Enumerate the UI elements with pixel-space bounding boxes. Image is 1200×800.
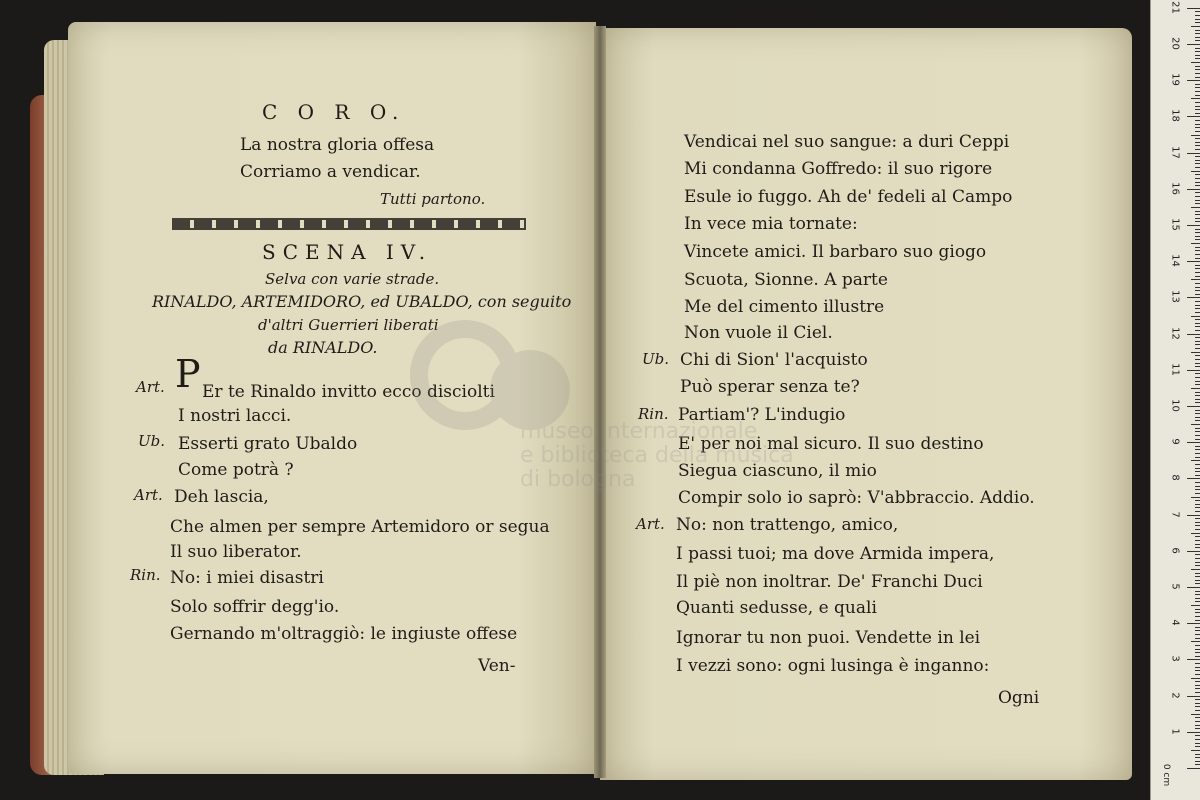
- ruler-tick: [1195, 102, 1200, 103]
- ruler-tick: [1195, 435, 1200, 436]
- ruler-tick: [1195, 449, 1200, 450]
- ruler-tick: [1195, 58, 1200, 59]
- ruler-tick: [1195, 22, 1200, 23]
- ruler-tick: [1195, 149, 1200, 150]
- ruler-tick: [1195, 717, 1200, 718]
- ruler-tick: [1195, 160, 1200, 161]
- ruler-tick: [1195, 319, 1200, 320]
- ruler-tick: [1195, 178, 1200, 179]
- ruler-tick: [1195, 757, 1200, 758]
- ruler-tick: [1195, 326, 1200, 327]
- ruler-tick: [1195, 500, 1200, 501]
- ruler-tick: [1195, 652, 1200, 653]
- ruler-tick: [1195, 19, 1200, 20]
- verse-line: Er te Rinaldo invitto ecco disciolti: [202, 382, 495, 402]
- ruler-tick: [1195, 265, 1200, 266]
- ruler-tick: [1195, 142, 1200, 143]
- ruler-tick: [1195, 312, 1200, 313]
- ruler-tick: [1187, 623, 1200, 624]
- ruler-tick: [1195, 341, 1200, 342]
- ruler-tick: [1195, 522, 1200, 523]
- ruler-tick: [1187, 587, 1200, 588]
- ruler-tick: [1195, 366, 1200, 367]
- verse-line: Chi di Sion' l'acquisto: [680, 350, 868, 370]
- ruler-tick: [1187, 153, 1200, 154]
- ruler-tick: [1195, 200, 1200, 201]
- ruler-tick: [1195, 688, 1200, 689]
- ruler-tick: [1195, 511, 1200, 512]
- verse-line: Solo soffrir degg'io.: [170, 597, 340, 617]
- verse-line: Ignorar tu non puoi. Vendette in lei: [676, 628, 981, 648]
- verse-line: I nostri lacci.: [178, 406, 292, 426]
- speaker-label: Ub.: [642, 350, 670, 368]
- ruler-tick: [1195, 399, 1200, 400]
- ruler-tick: [1195, 290, 1200, 291]
- ruler-tick: [1191, 533, 1200, 534]
- ruler-tick: [1195, 384, 1200, 385]
- ruler-tick: [1195, 77, 1200, 78]
- ruler-unit: 0 cm: [1161, 763, 1172, 787]
- ruler-tick: [1191, 641, 1200, 642]
- ruler-number: 18: [1169, 109, 1181, 123]
- ruler-tick: [1187, 261, 1200, 262]
- ruler-tick: [1195, 120, 1200, 121]
- ruler-tick: [1195, 127, 1200, 128]
- ruler-tick: [1195, 232, 1200, 233]
- verse-line: In vece mia tornate:: [684, 214, 858, 234]
- ruler-tick: [1195, 211, 1200, 212]
- ruler-tick: [1195, 580, 1200, 581]
- verse-line: Può sperar senza te?: [680, 377, 860, 397]
- ruler-tick: [1187, 334, 1200, 335]
- verse-line: Siegua ciascuno, il mio: [678, 461, 877, 481]
- ruler-tick: [1195, 504, 1200, 505]
- speaker-label: Rin.: [638, 405, 669, 423]
- ruler-number: 2: [1169, 691, 1181, 699]
- ruler-tick: [1195, 323, 1200, 324]
- ruler-tick: [1191, 569, 1200, 570]
- ruler-tick: [1191, 388, 1200, 389]
- ruler-tick: [1195, 764, 1200, 765]
- ruler-tick: [1195, 37, 1200, 38]
- ruler-tick: [1195, 601, 1200, 602]
- ruler-tick: [1195, 250, 1200, 251]
- watermark-line: museo internazionale: [520, 419, 758, 444]
- ruler-tick: [1195, 355, 1200, 356]
- ruler-tick: [1195, 373, 1200, 374]
- ruler-number: 1: [1169, 728, 1181, 735]
- ruler-tick: [1195, 247, 1200, 248]
- ruler-tick: [1195, 547, 1200, 548]
- ruler-tick: [1187, 442, 1200, 443]
- ruler-number: 14: [1169, 254, 1181, 268]
- ornament-divider: [172, 218, 526, 230]
- ruler-tick: [1195, 486, 1200, 487]
- ruler-tick: [1195, 413, 1200, 414]
- verse-line: Vendicai nel suo sangue: a duri Ceppi: [684, 132, 1010, 152]
- ruler-number: 8: [1169, 474, 1181, 482]
- ruler-tick: [1195, 174, 1200, 175]
- ruler-tick: [1195, 420, 1200, 421]
- verse-line: I passi tuoi; ma dove Armida impera,: [676, 544, 995, 564]
- verse-line: Esserti grato Ubaldo: [178, 434, 358, 454]
- ruler-tick: [1195, 214, 1200, 215]
- ruler-tick: [1195, 663, 1200, 664]
- ruler-tick: [1195, 529, 1200, 530]
- ruler-tick: [1195, 674, 1200, 675]
- ruler-tick: [1187, 297, 1200, 298]
- ruler-tick: [1195, 196, 1200, 197]
- ruler-number: 16: [1169, 181, 1181, 195]
- ruler-tick: [1191, 279, 1200, 280]
- ruler-tick: [1195, 66, 1200, 67]
- ruler-tick: [1195, 308, 1200, 309]
- ruler-tick: [1195, 721, 1200, 722]
- ruler-tick: [1195, 670, 1200, 671]
- ruler-tick: [1195, 377, 1200, 378]
- ruler-tick: [1195, 239, 1200, 240]
- ruler-tick: [1195, 439, 1200, 440]
- ruler-tick: [1195, 554, 1200, 555]
- ruler-tick: [1195, 15, 1200, 16]
- ruler-number: 15: [1169, 218, 1181, 231]
- verse-line: No: non trattengo, amico,: [676, 515, 899, 535]
- ruler-tick: [1191, 26, 1200, 27]
- ruler-number: 21: [1169, 0, 1181, 14]
- ruler-tick: [1195, 754, 1200, 755]
- ruler-number: 20: [1169, 37, 1181, 50]
- ruler-tick: [1195, 410, 1200, 411]
- verse-line: Il piè non inoltrar. De' Franchi Duci: [676, 572, 983, 592]
- watermark-text: [520, 420, 794, 492]
- ruler-tick: [1195, 106, 1200, 107]
- ruler-tick: [1195, 258, 1200, 259]
- ruler-tick: [1195, 735, 1200, 736]
- ruler-tick: [1187, 8, 1200, 9]
- ruler-tick: [1195, 272, 1200, 273]
- ruler-tick: [1195, 395, 1200, 396]
- ruler-tick: [1187, 189, 1200, 190]
- ruler-tick: [1195, 305, 1200, 306]
- measurement-ruler: [1150, 0, 1200, 800]
- ruler-tick: [1195, 402, 1200, 403]
- scene-setting: Selva con varie strade.: [265, 270, 440, 288]
- ruler-number: 7: [1169, 510, 1181, 518]
- ruler-tick: [1195, 576, 1200, 577]
- characters-line: d'altri Guerrieri liberati: [258, 316, 439, 334]
- ruler-tick: [1195, 565, 1200, 566]
- ruler-tick: [1195, 685, 1200, 686]
- ruler-tick: [1195, 113, 1200, 114]
- ruler-tick: [1195, 301, 1200, 302]
- drop-cap: P: [175, 352, 201, 396]
- ruler-tick: [1195, 507, 1200, 508]
- ruler-tick: [1195, 344, 1200, 345]
- ruler-tick: [1195, 417, 1200, 418]
- verse-line: Esule io fuggo. Ah de' fedeli al Campo: [684, 187, 1013, 207]
- ruler-tick: [1195, 630, 1200, 631]
- ruler-tick: [1191, 243, 1200, 244]
- ruler-tick: [1195, 746, 1200, 747]
- ruler-tick: [1191, 678, 1200, 679]
- ruler-tick: [1187, 370, 1200, 371]
- ruler-tick: [1195, 475, 1200, 476]
- ruler-tick: [1187, 116, 1200, 117]
- ruler-tick: [1195, 558, 1200, 559]
- ruler-tick: [1195, 11, 1200, 12]
- ruler-tick: [1195, 185, 1200, 186]
- ruler-tick: [1195, 544, 1200, 545]
- ruler-number: 4: [1169, 619, 1181, 626]
- ruler-tick: [1195, 453, 1200, 454]
- catchword: Ogni: [998, 688, 1040, 708]
- ruler-tick: [1195, 525, 1200, 526]
- ruler-tick: [1187, 478, 1200, 479]
- ruler-tick: [1195, 536, 1200, 537]
- ruler-tick: [1191, 171, 1200, 172]
- ruler-tick: [1191, 62, 1200, 63]
- ruler-tick: [1195, 95, 1200, 96]
- ruler-tick: [1187, 732, 1200, 733]
- speaker-label: Art.: [136, 378, 165, 396]
- ruler-tick: [1195, 667, 1200, 668]
- ruler-tick: [1191, 424, 1200, 425]
- ruler-tick: [1195, 489, 1200, 490]
- ruler-tick: [1195, 681, 1200, 682]
- ruler-tick: [1195, 203, 1200, 204]
- ruler-tick: [1191, 135, 1200, 136]
- verse-line: Gernando m'oltraggiò: le ingiuste offese: [170, 624, 518, 644]
- ruler-tick: [1195, 598, 1200, 599]
- ruler-tick: [1195, 51, 1200, 52]
- ruler-tick: [1195, 518, 1200, 519]
- scene-heading: SCENA IV.: [262, 240, 433, 264]
- ruler-tick: [1195, 638, 1200, 639]
- ruler-number: 6: [1169, 547, 1181, 554]
- ruler-tick: [1195, 649, 1200, 650]
- ruler-tick: [1195, 710, 1200, 711]
- ruler-tick: [1195, 616, 1200, 617]
- ruler-tick: [1195, 138, 1200, 139]
- ruler-tick: [1195, 562, 1200, 563]
- ruler-tick: [1195, 392, 1200, 393]
- ruler-number: 19: [1169, 73, 1181, 87]
- watermark-line: e biblioteca della musica: [520, 443, 794, 468]
- ruler-tick: [1195, 583, 1200, 584]
- ruler-tick: [1195, 40, 1200, 41]
- ruler-tick: [1195, 182, 1200, 183]
- ruler-number: 3: [1169, 655, 1181, 663]
- verse-line: Vincete amici. Il barbaro suo giogo: [684, 242, 987, 262]
- ruler-number: 9: [1169, 438, 1181, 445]
- ruler-tick: [1195, 699, 1200, 700]
- ruler-tick: [1195, 620, 1200, 621]
- speaker-label: Ub.: [138, 432, 166, 450]
- ruler-tick: [1195, 145, 1200, 146]
- ruler-tick: [1195, 482, 1200, 483]
- speaker-label: Art.: [134, 486, 163, 504]
- ruler-tick: [1195, 131, 1200, 132]
- ruler-tick: [1195, 294, 1200, 295]
- verse-line: Quanti sedusse, e quali: [676, 598, 877, 618]
- ruler-tick: [1195, 728, 1200, 729]
- ruler-number: 11: [1169, 362, 1181, 376]
- verse-line: I vezzi sono: ogni lusinga è inganno:: [676, 656, 990, 676]
- ruler-tick: [1195, 283, 1200, 284]
- verse-line: Mi condanna Goffredo: il suo rigore: [684, 159, 993, 179]
- ruler-tick: [1195, 540, 1200, 541]
- ruler-tick: [1195, 167, 1200, 168]
- ruler-tick: [1195, 739, 1200, 740]
- ruler-tick: [1195, 471, 1200, 472]
- ruler-tick: [1195, 609, 1200, 610]
- ruler-tick: [1195, 30, 1200, 31]
- ruler-tick: [1191, 98, 1200, 99]
- ruler-tick: [1187, 659, 1200, 660]
- watermark-line: di bologna: [520, 467, 636, 492]
- verse-line: No: i miei disastri: [170, 568, 324, 588]
- ruler-tick: [1195, 464, 1200, 465]
- ruler-number: 13: [1169, 290, 1181, 304]
- ruler-tick: [1191, 714, 1200, 715]
- ruler-tick: [1195, 591, 1200, 592]
- speaker-label: Rin.: [130, 566, 161, 584]
- ruler-tick: [1195, 645, 1200, 646]
- coro-line: Corriamo a vendicar.: [240, 162, 421, 182]
- characters-line: RINALDO, ARTEMIDORO, ed UBALDO, con seguito: [152, 292, 572, 311]
- verse-line: E' per noi mal sicuro. Il suo destino: [678, 434, 984, 454]
- ruler-tick: [1195, 692, 1200, 693]
- ruler-tick: [1191, 497, 1200, 498]
- ruler-tick: [1191, 316, 1200, 317]
- ruler-tick: [1195, 229, 1200, 230]
- ruler-tick: [1195, 91, 1200, 92]
- ruler-tick: [1195, 468, 1200, 469]
- ruler-tick: [1195, 268, 1200, 269]
- ruler-tick: [1195, 381, 1200, 382]
- ruler-tick: [1195, 109, 1200, 110]
- ruler-tick: [1195, 87, 1200, 88]
- ruler-tick: [1187, 80, 1200, 81]
- ruler-tick: [1195, 656, 1200, 657]
- ruler-tick: [1195, 725, 1200, 726]
- catchword: Ven-: [478, 656, 516, 676]
- ruler-tick: [1195, 493, 1200, 494]
- verse-line: Deh lascia,: [174, 487, 269, 507]
- ruler-tick: [1195, 446, 1200, 447]
- ruler-tick: [1195, 337, 1200, 338]
- ruler-tick: [1187, 406, 1200, 407]
- ruler-tick: [1195, 218, 1200, 219]
- coro-line: La nostra gloria offesa: [240, 135, 435, 155]
- ruler-tick: [1195, 703, 1200, 704]
- ruler-number: 12: [1169, 326, 1181, 340]
- verse-line: Che almen per sempre Artemidoro or segua: [170, 517, 550, 537]
- ruler-tick: [1191, 605, 1200, 606]
- verse-line: Me del cimento illustre: [684, 297, 885, 317]
- ruler-tick: [1195, 287, 1200, 288]
- ruler-tick: [1195, 348, 1200, 349]
- ruler-tick: [1195, 48, 1200, 49]
- ruler-tick: [1195, 330, 1200, 331]
- ruler-tick: [1195, 431, 1200, 432]
- ruler-tick: [1195, 221, 1200, 222]
- ruler-tick: [1195, 192, 1200, 193]
- ruler-tick: [1195, 254, 1200, 255]
- ruler-tick: [1195, 457, 1200, 458]
- ruler-tick: [1195, 743, 1200, 744]
- ruler-number: 17: [1169, 145, 1181, 159]
- ruler-tick: [1187, 225, 1200, 226]
- ruler-tick: [1195, 363, 1200, 364]
- ruler-tick: [1195, 761, 1200, 762]
- ruler-tick: [1191, 352, 1200, 353]
- coro-heading: C O R O.: [262, 100, 406, 124]
- ruler-tick: [1195, 706, 1200, 707]
- ruler-tick: [1195, 236, 1200, 237]
- ruler-tick: [1191, 750, 1200, 751]
- ruler-tick: [1195, 428, 1200, 429]
- ruler-tick: [1195, 594, 1200, 595]
- ruler-tick: [1187, 515, 1200, 516]
- ruler-number: 5: [1169, 583, 1181, 590]
- ruler-tick: [1195, 124, 1200, 125]
- ruler-tick: [1195, 276, 1200, 277]
- ruler-number: 10: [1169, 399, 1181, 412]
- ruler-tick: [1187, 44, 1200, 45]
- ruler-tick: [1195, 573, 1200, 574]
- ruler-tick: [1195, 55, 1200, 56]
- watermark-logo-dot-icon: [490, 350, 570, 430]
- ruler-tick: [1195, 69, 1200, 70]
- ruler-tick: [1195, 627, 1200, 628]
- ruler-tick: [1195, 634, 1200, 635]
- ruler-tick: [1195, 73, 1200, 74]
- ruler-tick: [1191, 460, 1200, 461]
- ruler-tick: [1195, 33, 1200, 34]
- ruler-tick: [1195, 84, 1200, 85]
- ruler-tick: [1187, 551, 1200, 552]
- ruler-tick: [1191, 207, 1200, 208]
- ruler-tick: [1195, 612, 1200, 613]
- verse-line: Scuota, Sionne. A parte: [684, 270, 888, 290]
- ruler-tick: [1187, 768, 1200, 769]
- speaker-label: Art.: [636, 515, 665, 533]
- ruler-tick: [1187, 696, 1200, 697]
- verse-line: Come potrà ?: [178, 460, 294, 480]
- verse-line: Il suo liberator.: [170, 542, 302, 562]
- verse-line: Partiam'? L'indugio: [678, 405, 846, 425]
- stage-direction: Tutti partono.: [380, 190, 486, 208]
- verse-line: Non vuole il Ciel.: [684, 323, 833, 343]
- ruler-tick: [1195, 359, 1200, 360]
- ruler-tick: [1195, 156, 1200, 157]
- characters-line: da RINALDO.: [268, 338, 378, 357]
- verse-line: Compir solo io saprò: V'abbraccio. Addio.: [678, 488, 1035, 508]
- ruler-tick: [1195, 163, 1200, 164]
